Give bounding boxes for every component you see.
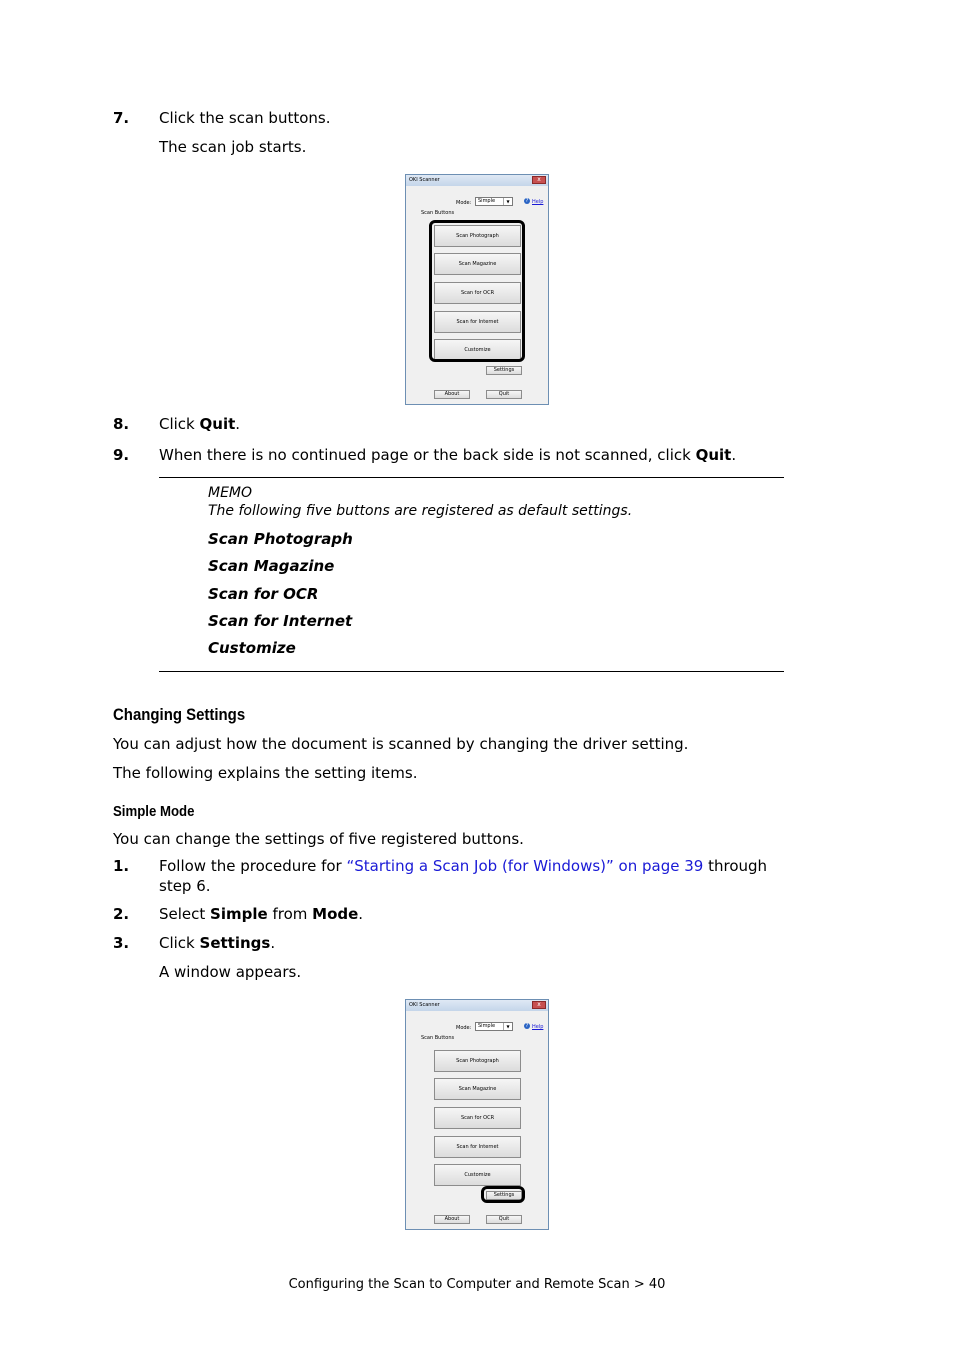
scan-for-ocr-button: Scan for OCR xyxy=(434,1107,521,1129)
mode-value: Simple xyxy=(478,1023,496,1029)
step-7-result: The scan job starts. xyxy=(159,138,307,156)
settings-button-highlight xyxy=(481,1186,525,1203)
scan-magazine-button: Scan Magazine xyxy=(434,253,521,275)
scanner-window-screenshot-2 xyxy=(405,999,549,1230)
step-3-text: Click Settings. xyxy=(159,934,276,952)
scanner-window-screenshot-1 xyxy=(405,174,549,405)
step-8-number: 8. xyxy=(113,415,130,433)
scan-for-internet-button: Scan for Internet xyxy=(434,311,521,333)
step-8-text: Click Quit. xyxy=(159,415,241,433)
step-1-text-line2: step 6. xyxy=(159,877,211,895)
page-39-link[interactable]: “Starting a Scan Job (for Windows)” on page 39 xyxy=(346,857,704,875)
mode-select xyxy=(475,197,513,206)
window-titlebar xyxy=(406,175,548,186)
chevron-down-icon: ▼ xyxy=(503,198,512,205)
subsection-paragraph: You can change the settings of five registered buttons. xyxy=(113,830,524,848)
step-1-text: Follow the procedure for “Starting a Scan Job (for Windows)” on page 39 through xyxy=(159,857,768,875)
memo-item: Scan for OCR xyxy=(208,585,319,603)
memo-bottom-rule xyxy=(159,671,784,672)
mode-select xyxy=(475,1022,513,1031)
section-paragraph-2: The following explains the setting items. xyxy=(113,764,418,782)
step-9-text: When there is no continued page or the back side is not scanned, click Quit. xyxy=(159,446,737,464)
section-heading: Changing Settings xyxy=(113,705,246,724)
chevron-down-icon: ▼ xyxy=(503,1023,512,1030)
memo-label: MEMO xyxy=(208,485,253,501)
customize-button: Customize xyxy=(434,339,521,361)
memo-item: Scan Photograph xyxy=(208,530,353,548)
window-title: OKI Scanner xyxy=(409,1002,440,1008)
about-button: About xyxy=(434,390,470,399)
window-title: OKI Scanner xyxy=(409,177,440,183)
scan-buttons-highlight xyxy=(429,220,525,362)
scan-magazine-button: Scan Magazine xyxy=(434,1078,521,1100)
memo-text: The following five buttons are registered as default settings. xyxy=(208,503,633,519)
memo-item: Customize xyxy=(208,639,296,657)
quit-button: Quit xyxy=(486,390,522,399)
step-2-number: 2. xyxy=(113,905,130,923)
section-paragraph-1: You can adjust how the document is scanned by changing the driver setting. xyxy=(113,735,689,753)
scan-for-internet-button: Scan for Internet xyxy=(434,1136,521,1158)
close-icon: x xyxy=(532,1001,546,1009)
quit-button: Quit xyxy=(486,1215,522,1224)
mode-label: Mode: xyxy=(456,1025,472,1031)
customize-button: Customize xyxy=(434,1164,521,1186)
memo-item: Scan Magazine xyxy=(208,557,335,575)
step-3-number: 3. xyxy=(113,934,130,952)
step-2-text: Select Simple from Mode. xyxy=(159,905,364,923)
subsection-heading: Simple Mode xyxy=(113,803,195,820)
mode-value: Simple xyxy=(478,198,496,204)
about-button: About xyxy=(434,1215,470,1224)
step-9-number: 9. xyxy=(113,446,130,464)
help-link: Help xyxy=(532,1024,544,1030)
scan-buttons-group-label: Scan Buttons xyxy=(421,210,455,216)
memo-top-rule xyxy=(159,477,784,478)
settings-button: Settings xyxy=(486,1191,522,1200)
mode-label: Mode: xyxy=(456,200,472,206)
step-1-number: 1. xyxy=(113,857,130,875)
scan-photograph-button: Scan Photograph xyxy=(434,225,521,247)
page-footer: Configuring the Scan to Computer and Remote Scan > 40 xyxy=(288,1277,666,1292)
help-icon: ? xyxy=(525,1023,529,1029)
help-link: Help xyxy=(532,199,544,205)
window-titlebar xyxy=(406,1000,548,1011)
scan-photograph-button: Scan Photograph xyxy=(434,1050,521,1072)
step-7-text: Click the scan buttons. xyxy=(159,109,331,127)
settings-button: Settings xyxy=(486,366,522,375)
scan-buttons-group-label: Scan Buttons xyxy=(421,1035,455,1041)
help-icon: ? xyxy=(525,198,529,204)
close-icon: x xyxy=(532,176,546,184)
step-7-number: 7. xyxy=(113,109,130,127)
scan-for-ocr-button: Scan for OCR xyxy=(434,282,521,304)
step-3-result: A window appears. xyxy=(159,963,302,981)
memo-item: Scan for Internet xyxy=(208,612,353,630)
